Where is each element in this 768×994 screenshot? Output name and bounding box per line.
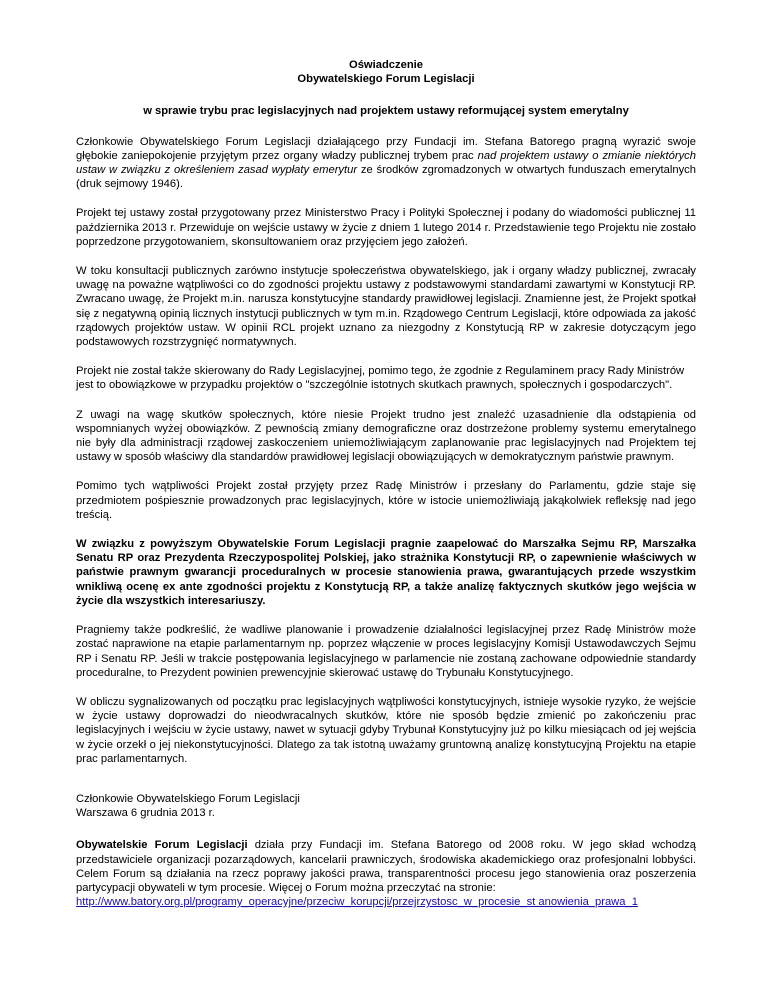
signature-block — [76, 792, 696, 820]
title-line-1: Oświadczenie — [349, 59, 423, 71]
document-title — [76, 58, 696, 86]
paragraph-7-appeal: W związku z powyższym Obywatelskie Forum Legislacji pragnie zaapelować do Marszałka Sejmu RP, Marszałka Senatu RP oraz Prezydenta Rzeczypospolitej Polskiej, jako strażnika Konstytucji RP, o zapewnienie właściwych w państwie prawnym gwarancji proceduralnych w procesie stanowienia prawa, gwarantujących przede wszystkim wnikliwą ocenę ex ante zgodności projektu z Konstytucją RP, a także analizę faktycznych skutków jego wejścia w życie dla wszystkich interesariuszy. — [76, 538, 696, 607]
paragraph-6: Pomimo tych wątpliwości Projekt został przyjęty przez Radę Ministrów i przesłany do Parlamentu, gdzie staje się przedmiotem pośpiesznie prowadzonych prac legislacyjnych, które w istocie uniemożliwiają jakąkolwiek refleksję nad jego treścią. — [76, 480, 696, 521]
paragraph-1-italic: nad projektem ustawy o zmianie niektórych ustaw w związku z określeniem zasad wypłaty emerytur — [76, 149, 696, 177]
paragraph-8: Pragniemy także podkreślić, że wadliwe planowanie i prowadzenie działalności legislacyjnej przez Radę Ministrów może zostać naprawione na etapie parlamentarnym np. poprzez włączenie w proces legislacyjny Komisji Ustawodawczych Sejmu RP i Senatu RP. Jeśli w trakcie postępowania legislacyjnego w parlamencie nie zostaną zachowane odpowiednie standardy proceduralne, to Prezydent powinien prewencyjnie skierować ustawę do Trybunału Konstytucyjnego. — [76, 624, 696, 679]
paragraph-4: Projekt nie został także skierowany do Rady Legislacyjnej, pomimo tego, że zgodnie z Regulaminem pracy Rady Ministrów jest to obowiązkowe w przypadku projektów o "szczególnie istotnych skutkach prawnych, społecznych i gospodarczych". — [76, 365, 685, 392]
document-subtitle: w sprawie trybu prac legislacyjnych nad projektem ustawy reformującej system emerytalny — [143, 105, 629, 118]
paragraph-2: Projekt tej ustawy został przygotowany przez Ministerstwo Pracy i Polityki Społecznej i podany do wiadomości publicznej 11 października 2013 r. Przewiduje on wejście ustawy w życie z dniem 1 lutego 2014 r. Przedstawienie tego Projektu nie zostało poprzedzone przygotowaniem, skonsultowaniem oraz przyjęciem jego założeń. — [76, 207, 696, 248]
paragraph-1-end: ze środków zgromadzonych w otwartych funduszach emerytalnych (druk sejmowy 1946). — [76, 164, 696, 191]
footer-link[interactable]: http://www.batory.org.pl/programy_operacyjne/przeciw_korupcji/przejrzystosc_w_procesie_st anowienia_prawa_1 — [76, 896, 638, 909]
footer-paragraph — [76, 838, 696, 909]
document-page — [76, 58, 696, 924]
paragraph-5: Z uwagi na wagę skutków społecznych, które niesie Projekt trudno jest znaleźć uzasadnienie dla odstąpienia od wspomnianych wyżej obowiązków. Z pewnością zmiany demograficzne oraz dostrzeżone problemy systemu emerytalnego nie były dla administracji rządowej zaskoczeniem uniemożliwiającym zaplanowanie prac legislacyjnych nad Projektem tej ustawy w sposób właściwy dla standardów prawidłowej legislacji obowiązujących w demokratycznym państwie prawnym. — [76, 408, 696, 464]
footer-text: działa przy Fundacji im. Stefana Batorego od 2008 roku. W jego skład wchodzą przedstawiciele organizacji pozarządowych, kancelarii prawniczych, środowiska akademickiego oraz profesjonalni lobbyści. Celem Forum są działania na rzecz poprawy jakości prawa, transparentności procesu jego stanowienia oraz poszerzenia partycypacji obywateli w tym procesie. Więcej o Forum można przeczytać na stronie: — [76, 839, 696, 894]
paragraph-9: W obliczu sygnalizowanych od początku prac legislacyjnych wątpliwości konstytucyjnych, istnieje wysokie ryzyko, że wejście w życie ustawy doprowadzi do nieodwracalnych skutków, które nie sposób będzie zmienić po zakończeniu prac legislacyjnych i wejściu w życie ustawy, nawet w sytuacji gdyby Trybunał Konstytucyjny już po kilku miesiącach od jej wejścia w życie orzekł o jej niekonstytucyjności. Dlatego za tak istotną uważamy gruntowną analizę konstytucyjną Projektu na etapie prac parlamentarnych. — [76, 695, 696, 765]
paragraph-3: W toku konsultacji publicznych zarówno instytucje społeczeństwa obywatelskiego, jak i organy władzy publicznej, zwracały uwagę na poważne wątpliwości co do zgodności projektu ustawy z podstawowymi standardami zawartymi w Konstytucji RP. Zwracano uwagę, że Projekt m.in. narusza konstytucyjne standardy prawidłowej legislacji. Znamienne jest, że Projekt spotkał się z negatywną opinią licznych instytucji publicznych w tym m.in. Rządowego Centrum Legislacji, które odpowiada za jakość rządowych projektów ustaw. W opinii RCL projekt uznano za niezgodny z Konstytucją RP w zakresie dotyczącym jego podstawowych rozstrzygnięć normatywnych. — [76, 265, 696, 349]
title-line-2: Obywatelskiego Forum Legislacji — [297, 73, 475, 86]
signature-line-1: Członkowie Obywatelskiego Forum Legislacji — [76, 792, 300, 805]
paragraph-1-intro: Członkowie Obywatelskiego Forum Legislacji działającego przy Fundacji im. Stefana Batorego pragną wyrazić swoje głębokie zaniepokojenie przyjętym przez organy władzy publicznej trybem prac — [76, 135, 696, 162]
paragraph-1 — [76, 135, 696, 192]
signature-date: Warszawa 6 grudnia 2013 r. — [76, 807, 215, 820]
footer-org-name: Obywatelskie Forum Legislacji — [76, 839, 248, 852]
